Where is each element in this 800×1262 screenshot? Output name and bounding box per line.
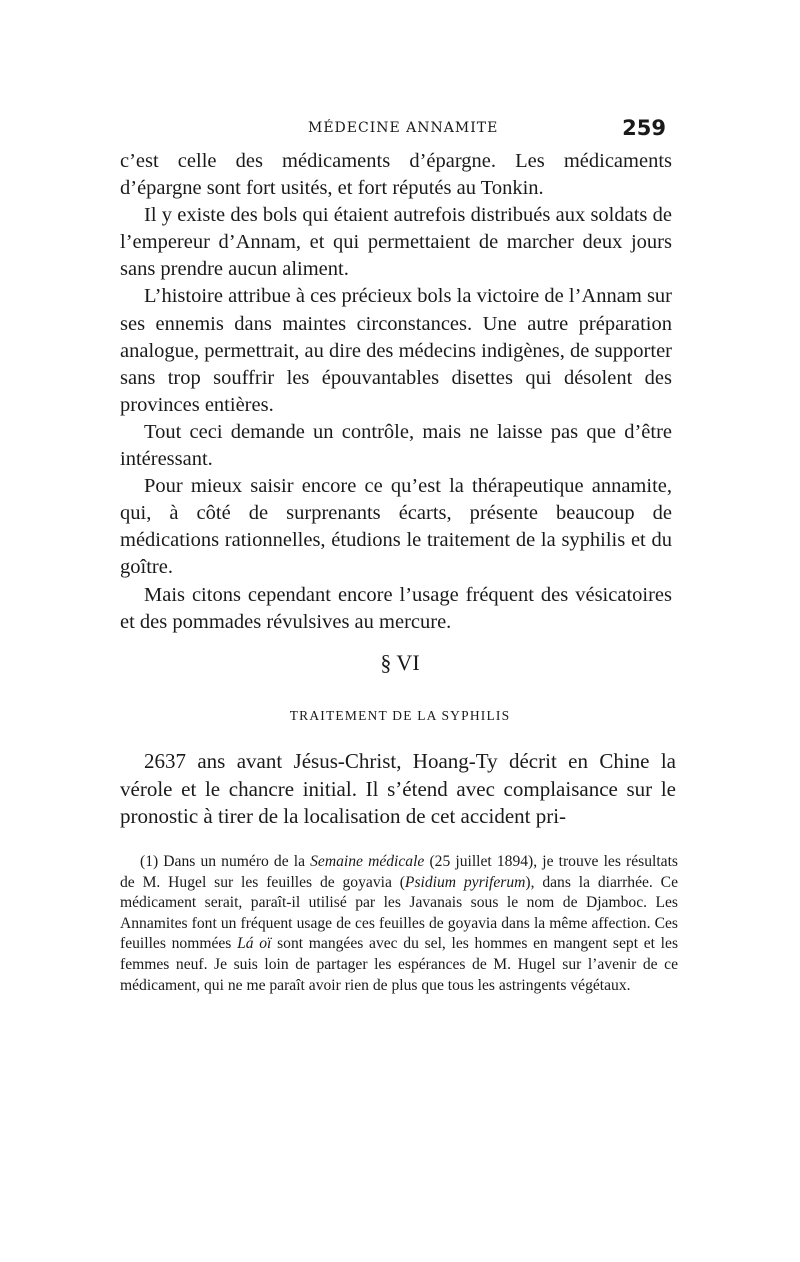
paragraph: Tout ceci demande un contrôle, mais ne laisse pas que d’être intéressant. bbox=[120, 420, 672, 471]
section-subtitle: TRAITEMENT DE LA SYPHILIS bbox=[289, 708, 511, 723]
footnote-part: sont mangées avec du sel, les hommes en mangent sept et les femmes neuf. Je suis loin de partager les espérances de M. Hugel sur l’avenir de ce médicament, qui ne me paraît avoir rien de plus que tous les astringents végétaux. bbox=[120, 935, 679, 994]
paragraph: Il y existe des bols qui étaient autrefois distribués aux soldats de l’empereur d’Annam, et qui permettaient de marcher deux jours sans prendre aucun aliment. bbox=[120, 204, 672, 281]
section-body bbox=[120, 748, 676, 831]
native-name: Lá oï bbox=[237, 935, 272, 953]
paragraph: Pour mieux saisir encore ce qu’est la thérapeutique annamite, qui, à côté de surprenants écarts, présente beaucoup de médications rationnelles, étudions le traitement de la syphilis et du goître. bbox=[120, 475, 672, 579]
footnote-part: (1) Dans un numéro de la bbox=[140, 853, 311, 870]
footnote-part: (25 juillet 1894), je trouve les résultats de M. Hugel sur les feuilles de goyavia ( bbox=[120, 853, 678, 891]
page-number: 259 bbox=[622, 116, 666, 140]
footnote-part: ), dans la diarrhée. Ce médicament serait, paraît-il utilisé par les Javanais sous le nom de Djamboc. Les Annamites font un fréquent usage de ces feuilles de goyavia dans la même affection. Ces feuilles nommées bbox=[120, 873, 678, 953]
running-title: MÉDECINE ANNAMITE bbox=[308, 120, 499, 136]
footnote-text bbox=[120, 852, 678, 996]
running-head bbox=[120, 116, 680, 140]
paragraph: Mais citons cependant encore l’usage fréquent des vésicatoires et des pommades révulsives au mercure. bbox=[120, 583, 672, 633]
journal-title: Semaine médicale bbox=[310, 853, 425, 870]
paragraph: c’est celle des médicaments d’épargne. Les médicaments d’épargne sont fort usités, et fort réputés au Tonkin. bbox=[120, 150, 672, 200]
paragraph: L’histoire attribue à ces précieux bols la victoire de l’Annam sur ses ennemis dans maintes circonstances. Une autre préparation analogue, permettrait, au dire des médecins indigènes, de supporter sans trop souffrir les épouvantables disettes qui désolent des provinces entières. bbox=[120, 285, 672, 416]
footnote bbox=[120, 852, 678, 996]
body-text bbox=[120, 148, 672, 636]
latin-name: Psidium pyriferum bbox=[404, 873, 526, 891]
section-heading: § VI bbox=[380, 650, 420, 675]
paragraph: 2637 ans avant Jésus-Christ, Hoang-Ty décrit en Chine la vérole et le chancre initial. Il s’étend avec complaisance sur le pronostic à tirer de la localisation de cet accident pri- bbox=[120, 749, 676, 828]
